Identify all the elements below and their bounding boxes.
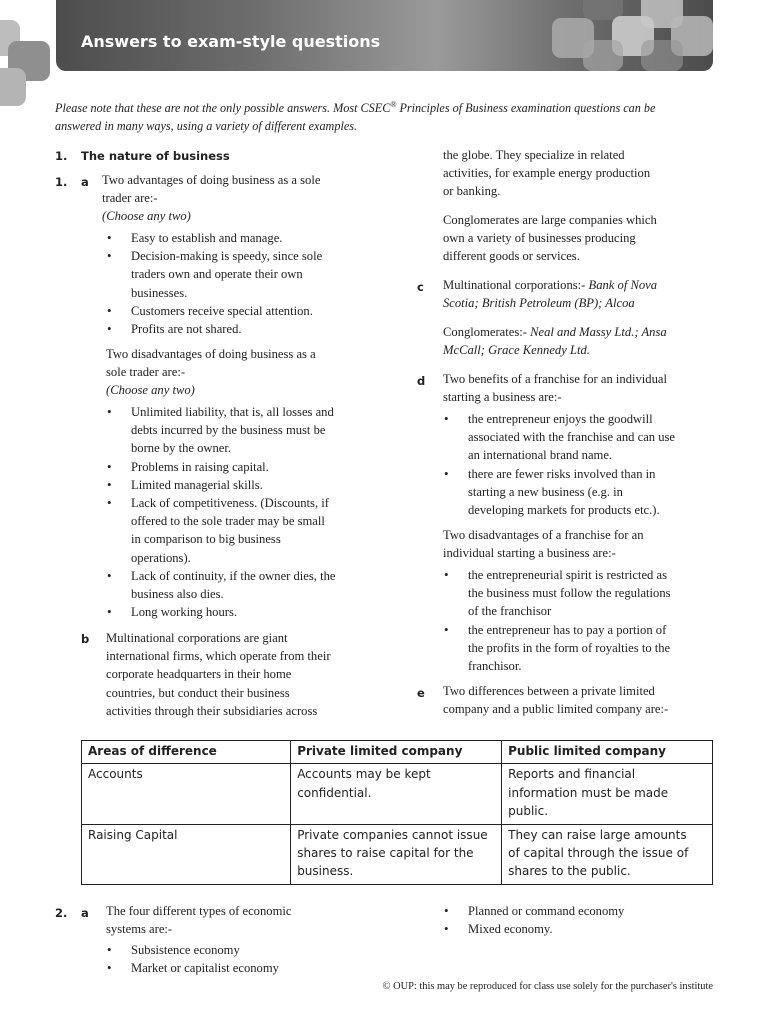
text-line: the profits in the form of royalties to the <box>468 640 671 655</box>
text-line: • the entrepreneurial spirit is restricted as <box>468 568 667 582</box>
text-line: • Profits are not shared. <box>131 322 242 337</box>
text-line: offered to the sole trader may be small <box>131 514 325 529</box>
text-line: Conglomerates are large companies which <box>443 213 657 227</box>
list-item: • Mixed economy. <box>442 920 732 938</box>
text-line: business. <box>297 864 354 879</box>
text-line: starting a new business (e.g. in <box>468 484 623 499</box>
text-line: • Limited managerial skills. <box>131 477 263 492</box>
text-line: an international brand name. <box>468 448 613 463</box>
text-line: different goods or services. <box>443 249 580 264</box>
text-line: • the entrepreneur has to pay a portion of <box>468 622 667 637</box>
economic-systems-list-continued <box>442 902 732 938</box>
text-line: activities through their subsidiaries across <box>106 703 318 718</box>
part-letter-d: d <box>417 374 426 388</box>
section-heading: The nature of business <box>81 149 230 163</box>
text-line: • Lack of continuity, if the owner dies, the <box>131 568 336 583</box>
text-line: countries, but conduct their business <box>106 685 290 700</box>
text-line: • Lack of competitiveness. (Discounts, if <box>131 496 329 511</box>
text-line: public. <box>508 804 549 819</box>
text-line: traders own and operate their own <box>131 267 303 282</box>
text-line: franchisor. <box>468 659 522 674</box>
text-line: • Decision-making is speedy, since sole <box>131 249 323 264</box>
text-line: • Problems in raising capital. <box>131 459 269 474</box>
text-line: developing markets for products etc.). <box>468 503 660 518</box>
part-d-lead: Two benefits of a franchise for an individual starting a business are:- <box>443 372 667 405</box>
part-letter-e: e <box>417 686 425 700</box>
list-item: • Subsistence economy <box>105 941 395 959</box>
text-line: own a variety of businesses producing <box>443 231 636 246</box>
text-line: of the franchisor <box>468 604 552 619</box>
text-line: the globe. They specialize in related <box>443 148 625 162</box>
part-c-conglomerates: Conglomerates:- Neal and Massy Ltd.; Ansa McCall; Grace Kennedy Ltd. <box>443 325 667 358</box>
text-line: Raising Capital <box>88 827 178 842</box>
text-line: activities, for example energy production <box>443 166 651 181</box>
part-e-lead: Two differences between a private limited company and a public limited company are:- <box>443 684 669 717</box>
economic-systems-list <box>105 941 395 977</box>
text-line: information must be made <box>508 785 669 800</box>
part-letter-c: c <box>417 280 424 294</box>
text-line: Private companies cannot issue <box>297 827 488 842</box>
column-header: Areas of difference <box>82 741 291 764</box>
text-line: debts incurred by the business must be <box>131 423 326 438</box>
franchise-disadvantages-lead: Two disadvantages of a franchise for an individual starting a business are:- <box>443 528 644 561</box>
text-line: operations). <box>131 550 191 565</box>
text-line: associated with the franchise and can use <box>468 430 676 445</box>
question-number: 2. <box>55 906 68 920</box>
text-line: • there are fewer risks involved than in <box>468 466 656 481</box>
text-line: Accounts <box>88 767 143 782</box>
text-line: businesses. <box>131 285 188 300</box>
footer-copyright: © OUP: this may be reproduced for class use solely for the purchaser's institute <box>382 981 713 992</box>
page-title: Answers to exam-style questions <box>81 32 381 51</box>
text-line: shares to raise capital for the <box>297 846 474 861</box>
text-line: • Long working hours. <box>131 605 237 620</box>
section-number: 1. <box>55 149 68 163</box>
text-line: borne by the owner. <box>131 441 232 456</box>
text-line: or banking. <box>443 184 501 199</box>
part-letter-a: a <box>81 175 89 189</box>
text-line: Multinational corporations are giant <box>106 631 288 645</box>
text-line: corporate headquarters in their home <box>106 667 292 682</box>
text-line: in comparison to big business <box>131 532 281 547</box>
text-line: They can raise large amounts <box>508 827 687 842</box>
part-a-lead: Two advantages of doing business as a sole trader are:- (Choose any two) <box>102 173 321 224</box>
part-letter-a: a <box>81 906 89 920</box>
section-2-lead: The four different types of economic systems are:- <box>106 904 292 937</box>
question-number: 1. <box>55 175 68 189</box>
list-item: • Planned or command economy <box>442 902 732 920</box>
text-line: • Customers receive special attention. <box>131 303 313 318</box>
column-header: Private limited company <box>291 741 502 764</box>
intro-note: Please note that these are not the only possible answers. Most CSEC® Principles of Business examination questions can be answered in many ways, using a variety of different examples. <box>55 100 656 134</box>
text-line: Accounts may be kept <box>297 767 431 782</box>
text-line: Reports and financial <box>508 767 636 782</box>
text-line: the business must follow the regulations <box>468 586 671 601</box>
disadvantages-lead: Two disadvantages of doing business as a sole trader are:- (Choose any two) <box>106 347 316 398</box>
text-line: • Unlimited liability, that is, all losses and <box>131 405 334 419</box>
list-item: • Market or capitalist economy <box>105 959 395 977</box>
text-line: of capital through the issue of <box>508 846 689 861</box>
text-line: • the entrepreneur enjoys the goodwill <box>468 412 653 426</box>
part-c-mnc: Multinational corporations:- Bank of Nova Scotia; British Petroleum (BP); Alcoa <box>443 278 658 311</box>
text-line: shares to the public. <box>508 864 631 879</box>
column-header: Public limited company <box>502 741 713 764</box>
part-letter-b: b <box>81 632 90 646</box>
text-line: business also dies. <box>131 587 224 602</box>
text-line: • Easy to establish and manage. <box>131 231 283 245</box>
text-line: confidential. <box>297 785 372 800</box>
text-line: international firms, which operate from their <box>106 649 331 664</box>
